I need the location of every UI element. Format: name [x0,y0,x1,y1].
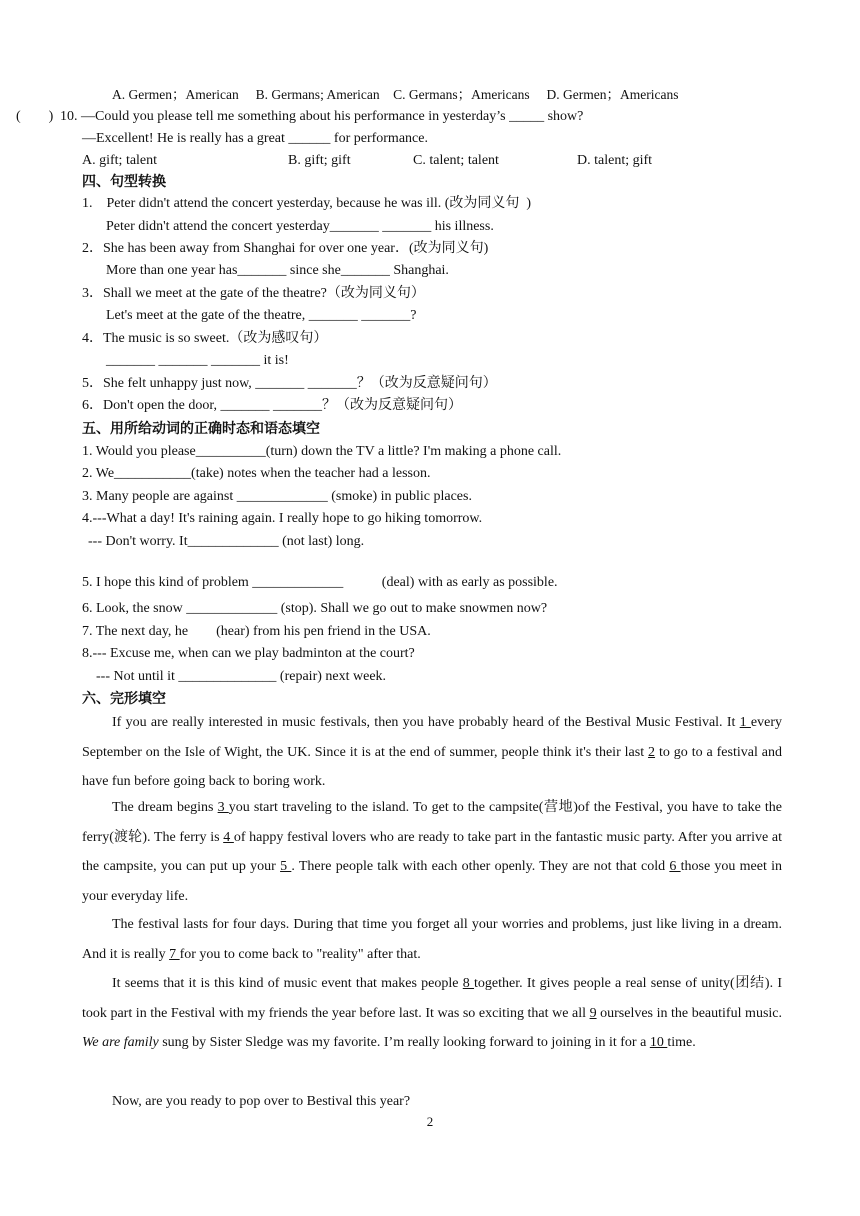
list-item: 1. Peter didn't attend the concert yesterday, because he was ill. (改为同义句 ) [82,196,532,211]
list-item: 2．She has been away from Shanghai for over one year．(改为同义句) [82,241,489,256]
q10-option-d: D. talent; gift [577,153,653,168]
page-number: 2 [426,1114,434,1129]
cloze-paragraph: The dream begins 3 you start traveling to the island. To get to the campsite(营地)of the Festival, you have to take the ferry(渡轮). The ferry is 4 of happy festival lovers who are ready to take part in the fantastic music party. After you arrive at the campsite, you can put up your 5 . There people talk with each other openly. They are not that cold 6 those you meet in your everyday life. [82,800,783,904]
list-item: 4.---What a day! It's raining again. I really hope to go hiking tomorrow. [82,511,483,526]
q10-question: 10. —Could you please tell me something about his performance in yesterday’s _____ show? [60,109,584,124]
list-item: _______ _______ _______ it is! [106,353,289,368]
q9-options: A. Germen；American B. Germans; American C. Germans；Americans D. Germen；Americans [112,87,679,102]
q10-reply: —Excellent! He is really has a great ______ for performance. [82,131,428,146]
q10-option-a: A. gift; talent [82,153,158,168]
list-item: 5．She felt unhappy just now, _______ _______？（改为反意疑问句） [82,376,497,391]
blank-5: 5 [280,859,292,874]
section-heading: 五、用所给动词的正确时态和语态填空 [82,421,320,437]
list-item: 4．The music is so sweet.（改为感叹句） [82,331,328,346]
blank-4: 4 [223,829,234,845]
q10-option-b: B. gift; gift [288,153,351,168]
list-item: 8.--- Excuse me, when can we play badminton at the court? [82,646,415,661]
list-item: More than one year has_______ since she_______ Shanghai. [106,263,449,278]
list-item: 3．Shall we meet at the gate of the theatre?（改为同义句） [82,286,425,301]
list-item: 7. The next day, he (hear) from his pen friend in the USA. [82,624,431,639]
blank-7: 7 [169,946,180,962]
list-item: Peter didn't attend the concert yesterday_______ _______ his illness. [106,219,494,234]
blank-3: 3 [217,800,229,815]
section-heading: 六、完形填空 [82,691,166,707]
list-item: Let's meet at the gate of the theatre, _______ _______? [106,308,417,323]
blank-9: 9 [589,1005,597,1021]
cloze-paragraph: If you are really interested in music festivals, then you have probably heard of the Bestival Music Festival. It 1 every September on the Isle of Wight, the UK. Since it is at the end of summer, people think it's their last 2 to go to a festival and have fun before going back to boring work. [82,715,783,789]
blank-2: 2 [648,744,656,760]
list-item: 1. Would you please__________(turn) down the TV a little? I'm making a phone call. [82,444,562,459]
list-item: 5. I hope this kind of problem _____________ (deal) with as early as possible. [82,575,558,590]
cloze-paragraph: It seems that it is this kind of music event that makes people 8 together. It gives people a real sense of unity(团结). I took part in the Festival with my friends the year before last. It was so exciting that we all 9 ourselves in the beautiful music. We are family sung by Sister Sledge was my favorite. I’m really looking forward to joining in it for a 10 time. [82,976,783,1050]
blank-8: 8 [462,976,475,991]
list-item: 6．Don't open the door, _______ _______？（改为反意疑问句） [82,398,462,413]
section-heading: 四、句型转换 [82,174,166,190]
list-item: 2. We___________(take) notes when the teacher had a lesson. [82,466,431,481]
list-item: 3. Many people are against _____________ (smoke) in public places. [82,489,472,504]
list-item: --- Not until it ______________ (repair) next week. [96,669,387,684]
cloze-closing-line: Now, are you ready to pop over to Bestival this year? [112,1094,411,1109]
q10-option-c: C. talent; talent [413,153,499,168]
blank-1: 1 [739,715,751,730]
blank-10: 10 [649,1035,668,1050]
list-item: 6. Look, the snow _____________ (stop). Shall we go out to make snowmen now? [82,601,548,616]
list-item: --- Don't worry. It_____________ (not last) long. [88,534,365,549]
answer-bracket: ( ) [16,109,54,124]
blank-6: 6 [669,859,681,874]
cloze-paragraph: The festival lasts for four days. During that time you forget all your worries and problems, just like living in a dream. And it is really 7 for you to come back to "reality" after that. [82,917,782,962]
